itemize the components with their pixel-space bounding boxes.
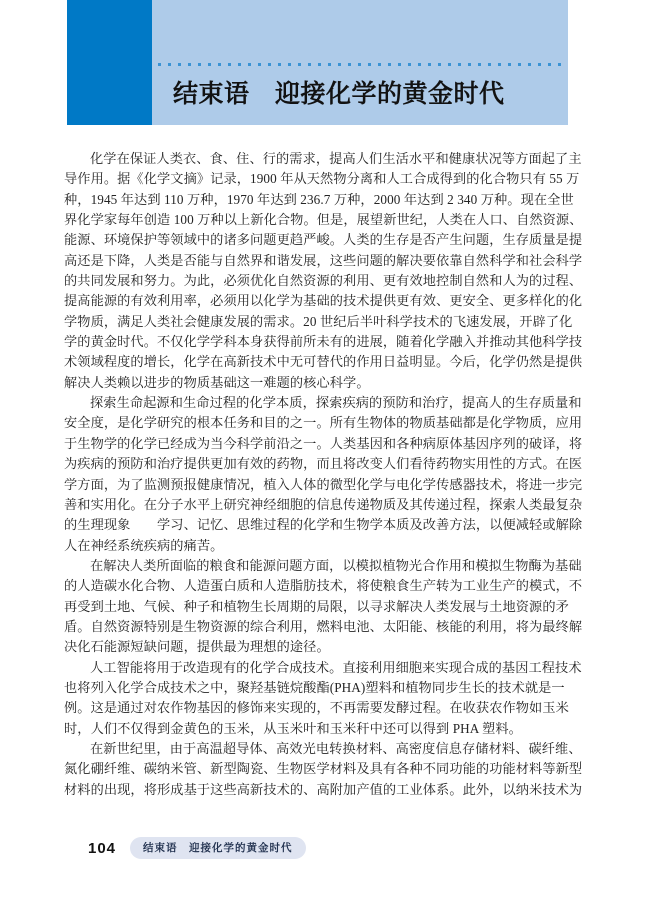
body-line: 再受到土地、气候、种子和植物生长周期的局限，以寻求解决人类发展与土地资源的矛 [64,598,569,614]
chapter-title: 结束语 迎接化学的黄金时代 [173,80,505,108]
body-line: 在新世纪里，由于高温超导体、高效光电转换材料、高密度信息存储材料、碳纤维、 [90,740,582,756]
page-number: 104 [88,839,117,857]
body-line: 例。这是通过对农作物基因的修饰来实现的，不再需要发酵过程。在收获农作物如玉米 [64,700,569,716]
body-line: 材料的出现，将形成基于这些高新技术的、高附加产值的工业体系。此外，以纳米技术为 [64,781,583,797]
body-line: 氮化硼纤维、碳纳米管、新型陶瓷、生物医学材料及具有各种不同功能的功能材料等新型 [64,761,583,777]
body-line: 解决人类赖以进步的物质基础这一难题的核心科学。 [64,374,370,390]
body-line: 导作用。据《化学文摘》记录，1900 年从天然物分离和人工合成得到的化合物只有 55 万 [64,171,580,187]
body-line: 界化学家每年创造 100 万种以上新化合物。但是，展望新世纪，人类在人口、自然资源、 [64,212,583,228]
dotted-divider [158,63,564,66]
body-line: 决化石能源短缺问题，提供最为理想的途径。 [64,639,330,655]
body-line: 人在神经系统疾病的痛苦。 [64,537,224,553]
body-text [64,149,584,800]
body-line: 人工智能将用于改造现有的化学合成技术。直接利用细胞来实现合成的基因工程技术 [90,659,582,675]
body-line: 善和实用化。在分子水平上研究神经细胞的信息传递物质及其传递过程，探索人类最复杂 [64,496,583,512]
body-line: 在解决人类所面临的粮食和能源问题方面，以模拟植物光合作用和模拟生物酶为基础 [90,557,582,573]
body-line: 探索生命起源和生命过程的化学本质，探索疾病的预防和治疗，提高人的生存质量和 [90,395,582,411]
body-line: 的人造碳水化合物、人造蛋白质和人造脂肪技术，将使粮食生产转为工业生产的模式，不 [64,578,583,594]
body-line: 化学在保证人类衣、食、住、行的需求，提高人们生活水平和健康状况等方面起了主 [90,151,582,166]
body-line: 为疾病的预防和治疗提供更加有效的药物，而且将改变人们看待药物实用性的方式。在医 [64,456,583,472]
body-line: 安全度，是化学研究的根本任务和目的之一。所有生物体的物质基础都是化学物质，应用 [64,415,583,431]
body-line: 术领域程度的增长，化学在高新技术中无可替代的作用日益明显。今后，化学仍然是提供 [64,354,583,370]
body-line: 学的黄金时代。不仅化学学科本身获得前所未有的进展，随着化学融入并推动其他科学技 [64,334,583,350]
header-accent-bar [67,0,152,125]
body-line: 种，1945 年达到 110 万种，1970 年达到 236.7 万种，2000 年达到 2 340 万种。现在全世 [64,191,574,207]
body-line: 盾。自然资源特别是生物资源的综合利用，燃料电池、太阳能、核能的利用，将为最终解 [64,618,583,634]
body-line: 于生物学的化学已经成为当今科学前沿之一。人类基因和各种病原体基因序列的破译，将 [64,435,583,451]
page-footer [88,836,588,860]
body-line: 学方面，为了监测预报健康情况，植入人体的微型化学与电化学传感器技术，将进一步完 [64,476,583,492]
body-line: 的共同发展和努力。为此，必须优化自然资源的利用、更有效地控制自然和人为的过程、 [64,273,583,289]
body-line: 也将列入化学合成技术之中，聚羟基链烷酸酯(PHA)塑料和植物同步生长的技术就是一 [64,679,565,695]
body-line: 时，人们不仅得到金黄色的玉米，从玉米叶和玉米秆中还可以得到 PHA 塑料。 [64,720,522,736]
body-line: 提高能源的有效利用率，必须用以化学为基础的技术提供更有效、更安全、更多样化的化 [64,293,583,309]
body-line: 高还是下降，人类是否能与自然界和谐发展，这些问题的解决要依靠自然科学和社会科学 [64,252,583,268]
body-line: 能源、环境保护等领域中的诸多问题更趋严峻。人类的生存是否产生问题，生存质量是提 [64,232,583,248]
chapter-badge: 结束语 迎接化学的黄金时代 [130,837,306,859]
body-line: 的生理现象 学习、记忆、思维过程的化学和生物学本质及改善方法，以便减轻或解除 [64,517,583,533]
body-line: 学物质，满足人类社会健康发展的需求。20 世纪后半叶科学技术的飞速发展，开辟了化 [64,313,573,329]
chapter-header-panel [152,0,568,125]
